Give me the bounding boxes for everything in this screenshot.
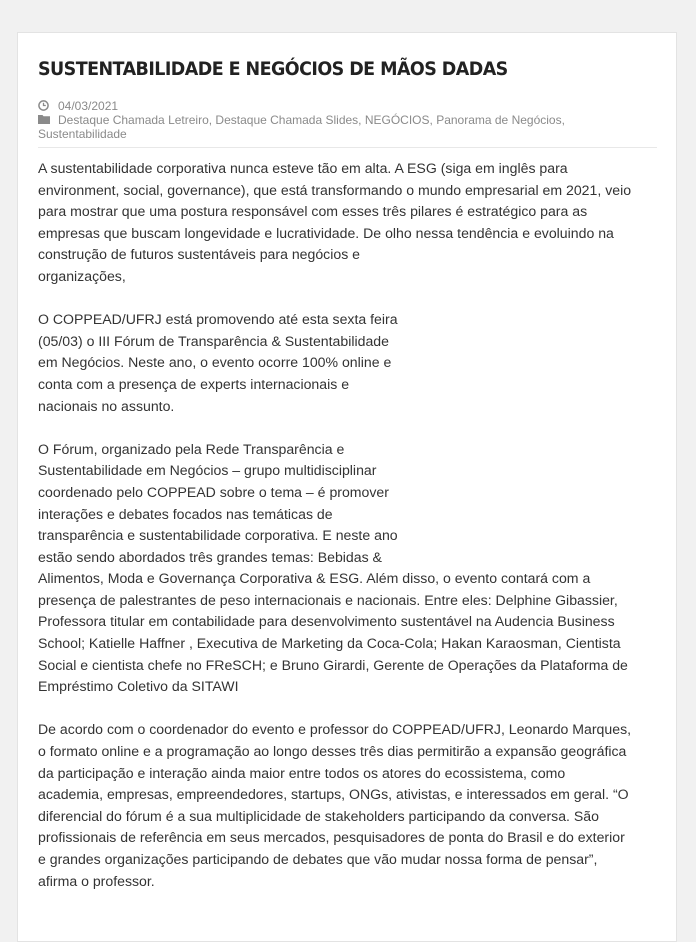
- paragraph-4: [38, 719, 657, 892]
- categories-line-2-row: [38, 127, 657, 141]
- paragraph-line: da participação e interação ainda maior entre todos os atores do ecossistema, como: [38, 764, 566, 781]
- paragraph-line: empresas que buscam longevidade e lucratividade. De olho nessa tendência e evoluindo na: [38, 224, 614, 241]
- paragraph-line: conta com a presença de experts internacionais e: [38, 375, 350, 392]
- article-card: [17, 32, 677, 942]
- paragraph-line: profissionais de referência em seus mercados, pesquisadores de ponta do Brasil e do exterior: [38, 829, 625, 846]
- paragraph-line: para mostrar que uma postura responsável com esses três pilares é estratégico para as: [38, 203, 588, 220]
- categories-row: [38, 113, 657, 127]
- meta-divider: [38, 147, 657, 148]
- paragraph-line: diferencial do fórum é a sua multiplicidade de stakeholders participando da conversa. São: [38, 807, 599, 824]
- paragraph-line: Social e cientista chefe no FReSCH; e Bruno Girardi, Gerente de Operações da Plataforma de: [38, 656, 628, 673]
- categories-line-1[interactable]: Destaque Chamada Letreiro, Destaque Chamada Slides, NEGÓCIOS, Panorama de Negócios,: [58, 113, 565, 127]
- paragraph-line: afirma o professor.: [38, 872, 155, 889]
- category-links[interactable]: [58, 113, 657, 127]
- paragraph-line: Sustentabilidade em Negócios – grupo multidisciplinar: [38, 462, 377, 479]
- category-link-sustentabilidade[interactable]: Sustentabilidade: [38, 127, 127, 141]
- paragraph-line: O Fórum, organizado pela Rede Transparência e: [38, 440, 345, 457]
- paragraph-line: environment, social, governance), que está transformando o mundo empresarial em 2021, veio: [38, 181, 632, 198]
- paragraph-line: coordenado pelo COPPEAD sobre o tema – é promover: [38, 483, 389, 500]
- paragraph-2: [38, 309, 657, 417]
- paragraph-line: nacionais no assunto.: [38, 397, 175, 414]
- paragraph-line: A sustentabilidade corporativa nunca esteve tão em alta. A ESG (siga em inglês para: [38, 160, 568, 176]
- article-body: [38, 158, 657, 892]
- paragraph-1: [38, 158, 657, 288]
- paragraph-line: e grandes organizações participando de debates que vão mudar nossa forma de pensar”,: [38, 851, 598, 867]
- folder-icon: [38, 114, 58, 124]
- paragraph-line: estão sendo abordados três grandes temas: Bebidas &: [38, 548, 382, 565]
- paragraph-line: o formato online e a programação ao longo desses três dias permitirão a expansão geográfica: [38, 743, 627, 760]
- article-meta: [38, 99, 657, 141]
- paragraph-line: Empréstimo Coletivo da SITAWI: [38, 678, 239, 695]
- paragraph-line: presença de palestrantes de peso internacionais e nacionais. Entre eles: Delphine Gibassier,: [38, 591, 618, 608]
- paragraph-line: De acordo com o coordenador do evento e professor do COPPEAD/UFRJ, Leonardo Marques,: [38, 721, 632, 738]
- clock-icon: [38, 100, 58, 111]
- paragraph-line: interações e debates focados nas temáticas de: [38, 505, 333, 522]
- paragraph-line: (05/03) o III Fórum de Transparência & Sustentabilidade: [38, 332, 389, 349]
- paragraph-line: transparência e sustentabilidade corporativa. E neste ano: [38, 527, 398, 544]
- paragraph-line: Alimentos, Moda e Governança Corporativa & ESG. Além disso, o evento contará com a: [38, 570, 591, 587]
- paragraph-3: [38, 439, 657, 698]
- article-title: SUSTENTABILIDADE E NEGÓCIOS DE MÃOS DADAS: [38, 58, 508, 80]
- paragraph-line: Professora titular em contabilidade para desenvolvimento sustentável na Audencia Business: [38, 613, 615, 630]
- paragraph-line: em Negócios. Neste ano, o evento ocorre 100% online e: [38, 354, 392, 371]
- date-row: [38, 99, 657, 113]
- paragraph-line: School; Katielle Haffner , Executiva de Marketing da Coca-Cola; Hakan Karaosman, Cientista: [38, 635, 621, 652]
- paragraph-line: construção de futuros sustentáveis para negócios e: [38, 246, 361, 263]
- paragraph-line: organizações,: [38, 267, 126, 284]
- paragraph-line: academia, empresas, empreendedores, startups, ONGs, ativistas, e interessados em geral. “O: [38, 786, 629, 803]
- article-date: 04/03/2021: [58, 99, 119, 113]
- paragraph-line: O COPPEAD/UFRJ está promovendo até esta sexta feira: [38, 311, 398, 328]
